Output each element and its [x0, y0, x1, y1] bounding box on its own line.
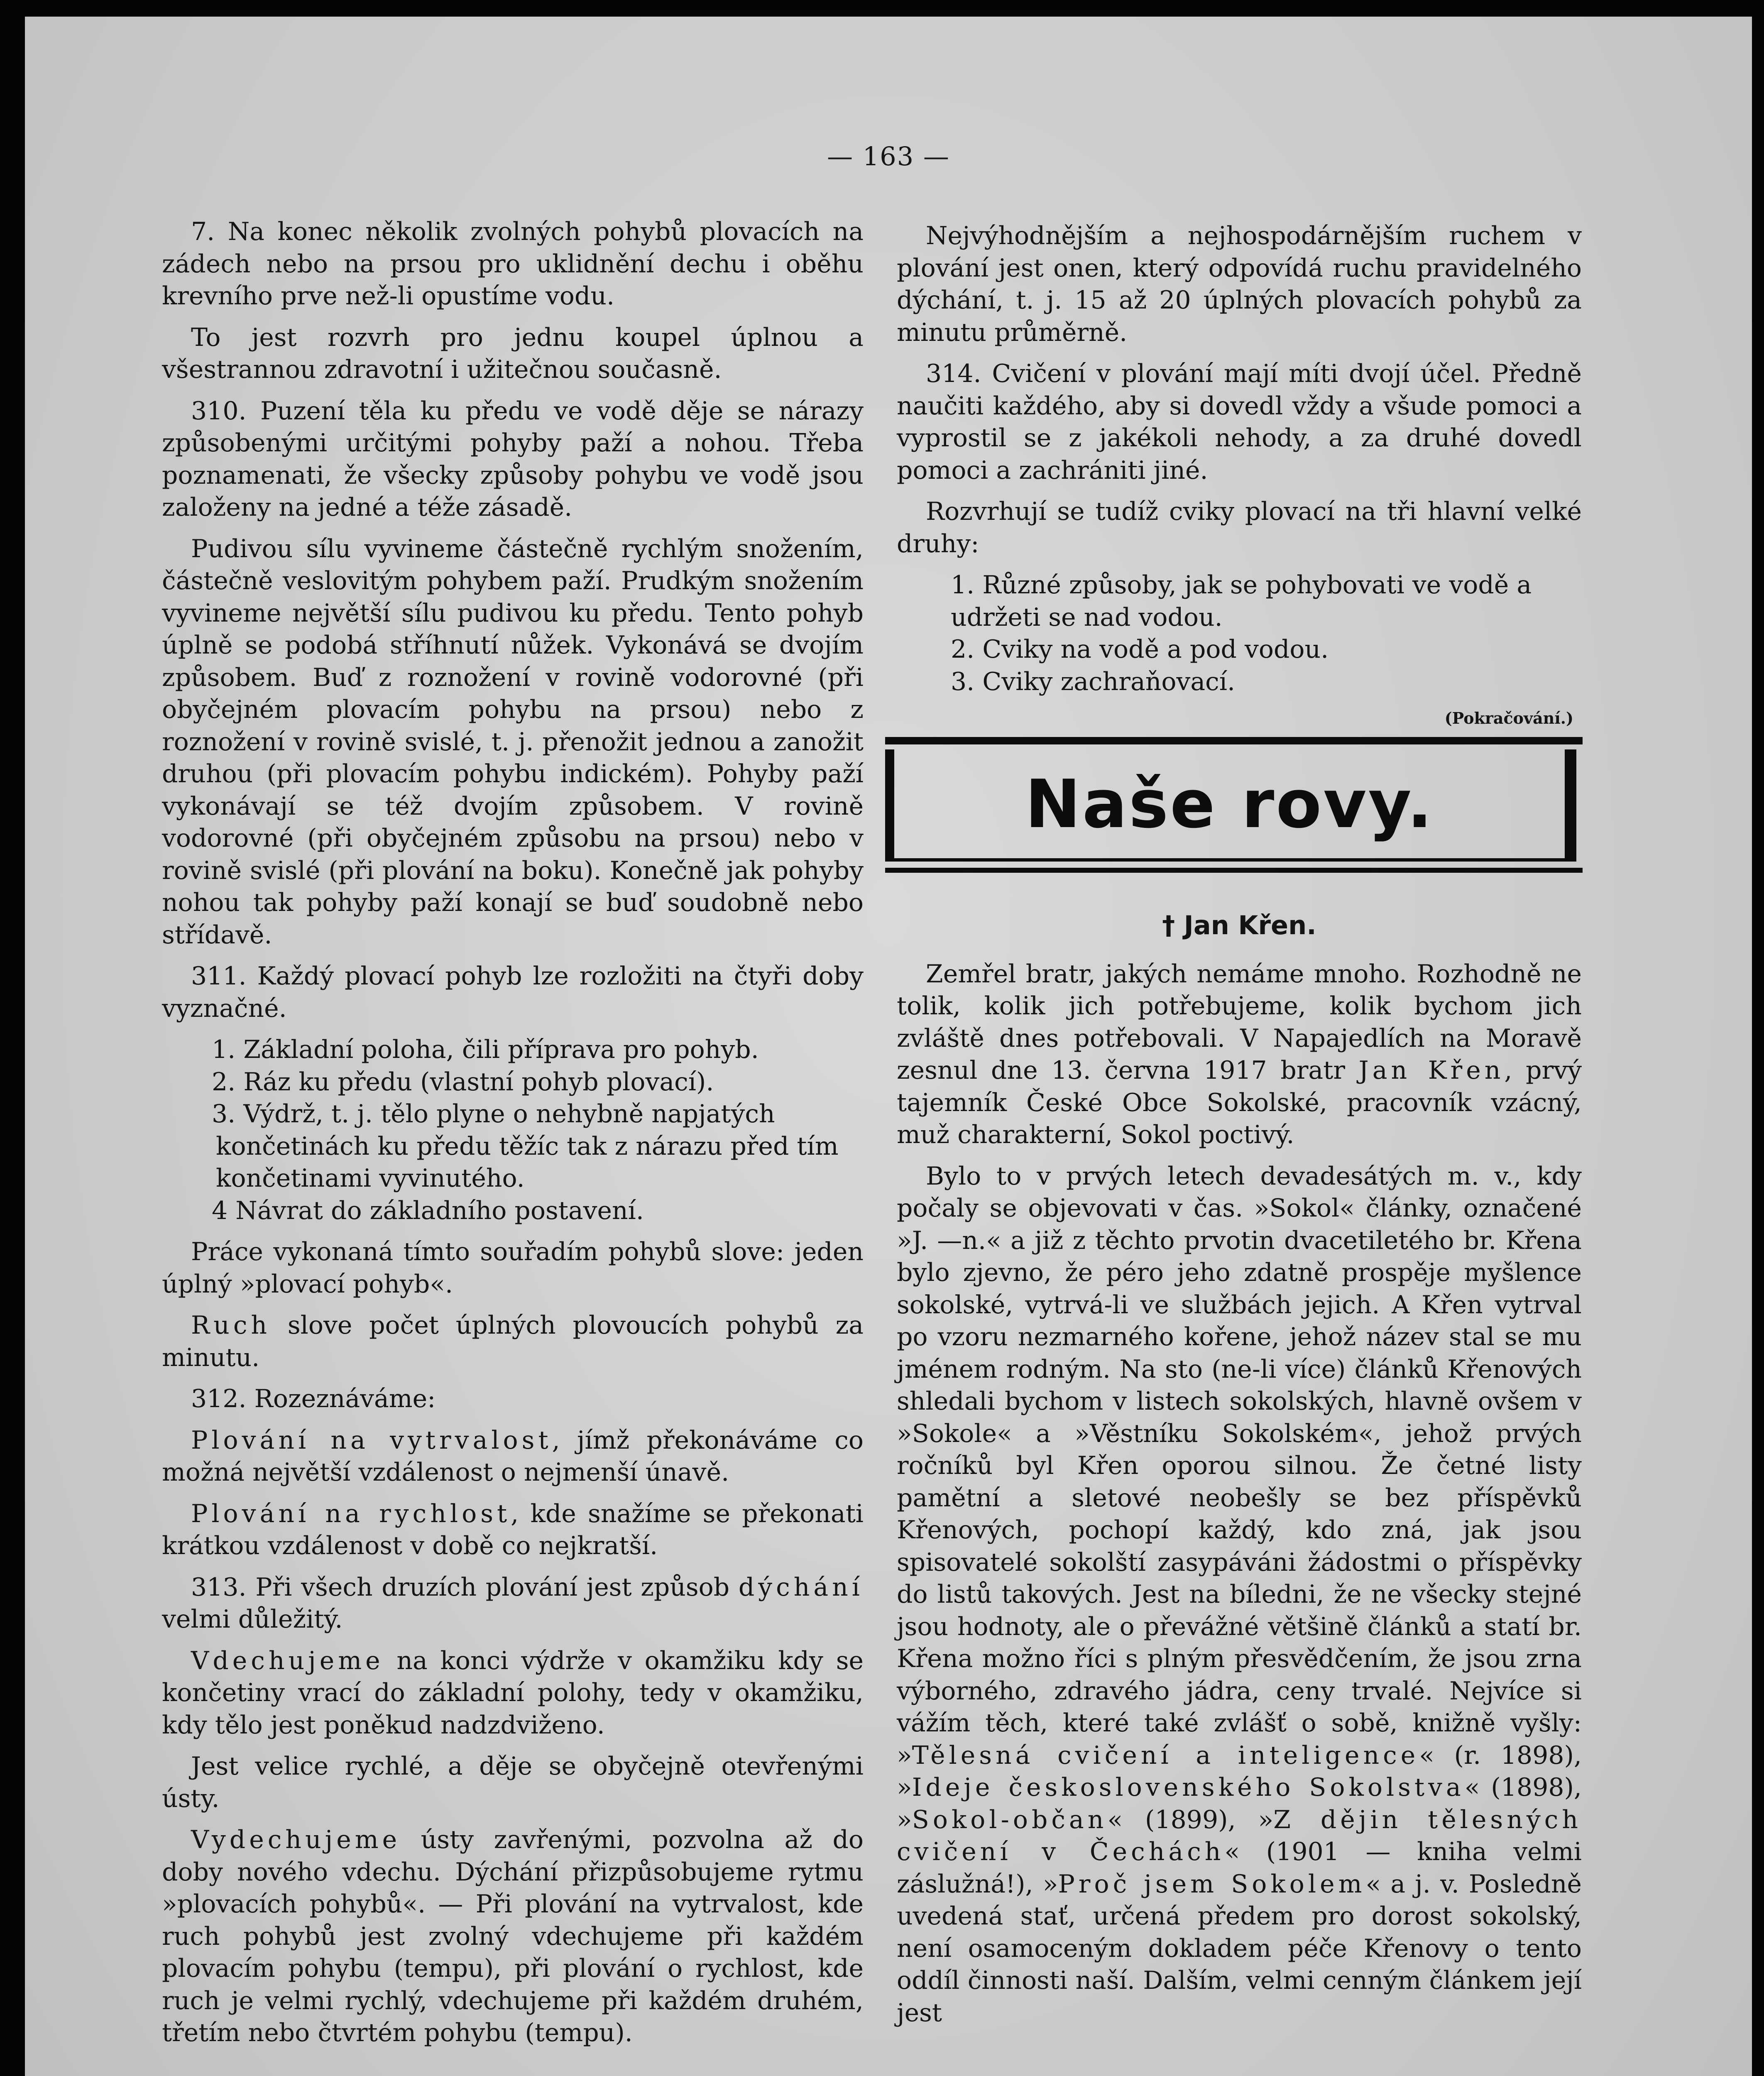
paragraph: [897, 1160, 1582, 2029]
text: na konci výdrže v okamžiku kdy se končetiny vrací do základní polohy, tedy v okamžiku, kdy tělo jest poněkud nadzdviženo.: [162, 1646, 864, 1740]
text: velmi důležitý.: [162, 1605, 343, 1634]
text: , kde snažíme se překonati krátkou vzdálenost v době co nejkratší.: [162, 1499, 864, 1560]
paragraph: Pudivou sílu vyvineme částečně rychlým snožením, částečně veslovitým pohybem paží. Prudkým snožením vyvineme největší sílu pudivou ku předu. Tento pohyb úplně se podobá stříhnutí nůžek. Vykonává se dvojím způsobem. Buď z roznožení v rovině vodorovné (při obyčejném plovacím pohybu na prsou) nebo z roznožení v rovině svislé, t. j. přenožit jednou a zanožit druhou (při plovacím pohybu indickém). Pohyby paží vykonávají se též dvojím způsobem. V rovině vodorovné (při obyčejném způsobu na prsou) nebo v rovině svislé (při plování na boku). Konečně jak pohyby nohou tak pohyby paží konají se buď soudobně nebo střídavě.: [162, 534, 864, 950]
text: « a j. v. Posledně uvedená stať, určená předem pro dorost sokolský, není osamoceným dokladem péče Křenovy o tento oddíl činnosti naší. Dalším, velmi cenným článkem její jest: [897, 1869, 1582, 2027]
paragraph: [162, 1824, 864, 2049]
obituary-heading: † Jan Křen.: [1162, 910, 1316, 940]
banner-rule-top: [885, 737, 1583, 744]
paragraph: [162, 1310, 864, 1374]
text: « (r. 1898), »: [897, 1741, 1582, 1802]
paragraph: [162, 1645, 864, 1742]
spaced-term: Plování na rychlost: [191, 1499, 511, 1528]
spaced-term: Proč jsem Sokolem: [1058, 1869, 1366, 1899]
paragraph: 311. Každý plovací pohyb lze rozložiti na čtyři doby vyznačné.: [162, 962, 864, 1023]
paragraph: To jest rozvrh pro jednu koupel úplnou a všestrannou zdravotní i užitečnou současně.: [162, 323, 864, 384]
spaced-term: Plování na vytrvalost: [191, 1425, 552, 1455]
left-column: [162, 216, 864, 2059]
spaced-term: Sokol-občan: [912, 1805, 1108, 1834]
paragraph: [162, 1498, 864, 1562]
banner-rule-bottom: [885, 868, 1583, 873]
spaced-term: Z dějin tělesných cvičení v Čechách: [897, 1805, 1582, 1866]
section-title: Naše rovy.: [1025, 765, 1434, 843]
page: [25, 17, 1752, 2076]
list-item: 3. Cviky zachraňovací.: [951, 667, 1236, 696]
obituary: [897, 909, 1582, 2038]
text: « (1901 — kniha velmi záslužná!), »: [897, 1837, 1582, 1899]
paragraph: 312. Rozeznáváme:: [191, 1384, 436, 1413]
continued-note: (Pokračování.): [1444, 709, 1573, 727]
spaced-term: Vdechujeme: [191, 1646, 384, 1675]
text: ústy zavřenými, pozvolna až do doby nového vdechu. Dýchání přizpůsobujeme rytmu »plovacích pohybů«. — Při plování na vytrvalost, kde ruch pohybů jest zvolný vdechujeme při každém plovacím pohybu (tempu), při plování o rychlost, kde ruch je velmi rychlý, vdechujeme při každém druhém, třetím nebo čtvrtém pohybu (tempu).: [162, 1825, 864, 2047]
paragraph: [897, 958, 1582, 1151]
paragraph: 7. Na konec několik zvolných pohybů plovacích na zádech nebo na prsou pro uklidnění dechu i oběhu krevního prve než-li opustíme vodu.: [162, 217, 864, 311]
paragraph: [162, 1572, 864, 1636]
list-item: 3. Výdrž, t. j. tělo plyne o nehybně napjatých končetinách ku předu těžíc tak z nárazu před tím končetinami vyvinutého.: [212, 1099, 839, 1193]
spaced-term: Vydechujeme: [191, 1825, 401, 1854]
list-item: 2. Cviky na vodě a pod vodou.: [951, 635, 1329, 664]
spaced-term: Jan Křen: [1358, 1056, 1505, 1085]
paragraph: 314. Cvičení v plování mají míti dvojí účel. Předně naučiti každého, aby si dovedl vždy a všude pomoci a vyprostil se z jakékoli nehody, a za druhé dovedl pomoci a zachrániti jiné.: [897, 359, 1582, 485]
list-item: 4 Návrat do základního postavení.: [212, 1196, 644, 1225]
list-item: 2. Ráz ku předu (vlastní pohyb plovací).: [212, 1067, 714, 1097]
text: Zemřel bratr, jakých nemáme mnoho. Rozhodně ne tolik, kolik jich potřebujeme, kolik bychom jich zvláště dnes potřebovali. V Napajedlích na Moravě zesnul dne 13. června 1917 bratr: [897, 959, 1582, 1085]
text: « (1899), »: [1107, 1805, 1274, 1834]
text: « (1898), »: [897, 1773, 1582, 1834]
spaced-term: Tělesná cvičení a inteligence: [912, 1741, 1419, 1770]
text: Bylo to v prvých letech devadesátých m. v., kdy počaly se objevovati v čas. »Sokol« články, označené »J. —n.« a již z těchto prvotin dvacetiletého br. Křena bylo zjevno, že péro jeho zdatně prospěje myšlence sokolské, vytrvá-li ve službách jejich. A Křen vytrval po vzoru nezmarného kořene, jehož název stal se mu jménem rodným. Na sto (ne-li více) článků Křenových shledali bychom v listech sokolských, hlavně ovšem v »Sokole« a »Věstníku Sokolském«, jehož prvých ročníků byl Křen oporou silnou. Že četné listy pamětní a sletové neobešly se bez příspěvků Křenových, pochopí každý, kdo zná, jak jsou spisovatelé sokolští zasypáváni žádostmi o příspěvky do listů takových. Jest na bíledni, že ne všecky stejné jsou hodnoty, ale o převážné většině článků a statí br. Křena možno říci s plným přesvědčením, že jsou zrna výborného, zdravého jádra, ceny trvalé. Nejvíce si vážím těch, které také zvlášť o sobě, knižně vyšly: »: [897, 1161, 1582, 1770]
spaced-term: Ruch: [191, 1311, 271, 1340]
paragraph: Nejvýhodnějším a nejhospodárnějším ruchem v plování jest onen, který odpovídá ruchu pravidelného dýchání, t. j. 15 až 20 úplných plovacích pohybů za minutu průměrně.: [897, 221, 1582, 347]
list-item: 1. Různé způsoby, jak se pohybovati ve vodě a udržeti se nad vodou.: [951, 570, 1532, 632]
text: slove počet úplných plovoucích pohybů za minutu.: [162, 1311, 864, 1372]
text: , jímž překonáváme co možná největší vzdálenost o nejmenší únavě.: [162, 1425, 864, 1487]
section-banner: [885, 749, 1576, 862]
right-column: [897, 220, 1582, 734]
spaced-term: dýchání: [738, 1572, 864, 1602]
paragraph: Jest velice rychlé, a děje se obyčejně otevřenými ústy.: [162, 1752, 864, 1813]
paragraph: 310. Puzení těla ku předu ve vodě děje se nárazy způsobenými určitými pohyby paží a nohou. Třeba poznamenati, že všecky způsoby pohybu ve vodě jsou založeny na jedné a téže zásadě.: [162, 396, 864, 522]
spaced-term: Ideje československého Sokolstva: [912, 1773, 1465, 1802]
paragraph: [162, 1425, 864, 1489]
list-item: 1. Základní poloha, čili příprava pro pohyb.: [212, 1035, 759, 1064]
paragraph: Rozvrhují se tudíž cviky plovací na tři hlavní velké druhy:: [897, 497, 1582, 558]
page-number: — 163 —: [827, 141, 950, 171]
paragraph: Práce vykonaná tímto souřadím pohybů slove: jeden úplný »plovací pohyb«.: [162, 1237, 864, 1299]
text: , prvý tajemník České Obce Sokolské, pracovník vzácný, muž charakterní, Sokol poctivý.: [897, 1056, 1582, 1149]
text: 313. Při všech druzích plování jest způsob: [191, 1572, 739, 1602]
